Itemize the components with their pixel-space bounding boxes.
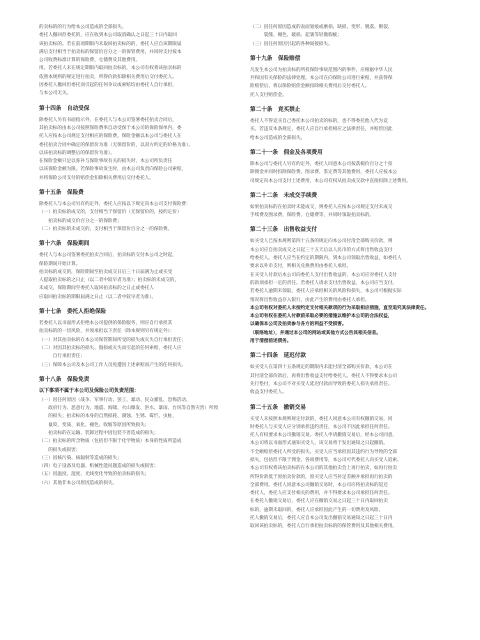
article-heading: 第二十一条 佣金及各项费用 [250, 149, 323, 156]
paragraph-line: 托人撤销交易后，委托人应自本公司发出撤销交易通知之日起三十日内 [250, 516, 393, 522]
paragraph-line: （六）其他非本公司原因造成的损失。 [39, 480, 118, 486]
paragraph-line: 如果拍卖标的在拍卖时未能成交，则委托人应按本公司规定支付未成交 [250, 204, 393, 210]
paragraph-line: 要求以外币支付，则相关兑换费用由委托人承担。 [250, 264, 352, 270]
bold-paragraph-line: （联络地址），并通过本公司的网站或其他方式公告其相关信息。 [250, 330, 381, 336]
paragraph-line: 共和国有关保险的法律处理。本公司在向保险公司进行索赔，并获得保 [250, 76, 393, 82]
paragraph-line: 若委托人逾期未领取，委托人应承担相关的风险和损失，本公司可根据实际 [250, 289, 402, 295]
paragraph-line: 先行垫付，本公司不对买受人延迟付款而导致的委托人损失承担责任。 [250, 381, 393, 387]
paragraph-line: 在委托人撤销交易后，委托人应在撤销交易之日起三十日内取回拍卖 [250, 499, 388, 505]
paragraph-line: 拍卖标的在运输、装卸过程中因包装不善造成的损失； [39, 430, 159, 436]
paragraph-line: 委托人撤回但委托的，应在收到本公司取消确认之日起三十日内取回 [39, 33, 177, 39]
paragraph-line: 托人支付赔偿金。 [250, 92, 287, 98]
paragraph-line: 的损失；拍卖标的本身的自然损耗、腐蚀、生锈、霉烂、虫蛀、 [39, 414, 177, 420]
paragraph-line: 因委托人撤回但委托而引起的任何争议或索赔均由委托人自行承担， [39, 83, 177, 89]
paragraph-line: 裂缝、褪色、破损、起皱等轻微瑕疵； [250, 33, 342, 39]
paragraph-line: 如买受人已按本规则第四十五条的规定向本公司付清全部购买价款，则 [250, 239, 393, 245]
article-heading: 第十五条 保险费 [39, 190, 84, 197]
paragraph-line: 本公司有权将该拍卖标的在本公司的其他拍卖会上再行拍卖，如再行拍卖 [250, 466, 398, 472]
article-heading: 第二十二条 未成交手续费 [250, 192, 318, 199]
paragraph-line: 未成交，保险期间至委托人取回拍卖标的之日止或委托人 [39, 286, 154, 292]
paragraph-line: 司规定向本公司支付上述费用，本公司有权从拍卖成交款中直接扣除上述费用。 [250, 178, 411, 184]
paragraph-line: （二）拍卖标的所含物质（包括但不限于化学物质）本身的性质所造成 [39, 439, 182, 445]
paragraph-line: 时委托人与买受人应分别承担违约责任，本公司不因此承担任何责任。 [250, 424, 393, 430]
paragraph-line: 人提取拍卖标的之日止（以二者中较早者为准）；拍卖标的未成交的， [39, 278, 180, 284]
paragraph-line: 在保险金额只足以弥补与保险事故有关的损失时，本公司所负责任 [39, 159, 173, 165]
paragraph-line: 本公司将以书面形式通知买受人，该交易将于发出通知之日起撤销。 [250, 441, 388, 447]
paragraph-line: 其付清全部价款后，再将出售收益支付给委托人。委托人不得要求本公司 [250, 373, 398, 379]
paragraph-line: 鼠咬、变质、氧化、褪色、收缩等原因所致损失； [39, 422, 150, 428]
paragraph-line: 委托人，委托人应支付相关的费用，并不得要求本公司承担任何责任。 [250, 491, 393, 497]
paragraph-line: 并将保险公司支付的赔偿金扣除相关费用后交付委托人。 [39, 175, 154, 181]
article-heading: 第十九条 保险赔偿 [250, 55, 301, 62]
paragraph-line: 的损失或损害； [39, 447, 81, 453]
paragraph-line: （一）对其拍卖标的在本公司保管期间所受的损失或灭失自行承担责任； [39, 337, 187, 343]
bold-paragraph-line: 本公司有权在委托人付款前采取必要的措施以维护本公司的合法权益， [250, 314, 393, 320]
paragraph-line: 托人有权要求本公司撤销交易。委托人申请撤销交易后，经本公司同意， [250, 433, 398, 439]
left-column [39, 24, 240, 488]
paragraph-line: 全部费用。委托人同意本公司撤销交易时，本公司应将拍卖标的返还 [250, 482, 388, 488]
article-heading: 第二十条 竞买禁止 [250, 107, 301, 114]
paragraph-line: 除本公司与委托人另有约定外，委托人同意本公司按落槌价百分之十扣 [250, 161, 393, 167]
paragraph-line: 的卖标的的行为给本公司造成的全部损失。 [39, 25, 127, 30]
paragraph-line: 的款项承担一定的责任。若委托人请求支付出售收益，本公司应当支付。 [250, 280, 398, 286]
article-heading: 第十四条 自动受保 [39, 105, 90, 112]
paragraph-line: 除委托人另有书面指示外，在委托人与本公司签署委托拍卖合同后， [39, 117, 177, 123]
paragraph-line: 其拍卖标的由本公司按照保险费率自动受保于本公司的保险保单内，委 [39, 125, 182, 131]
paragraph-line: （一）因任何原因（战争、军事行动、罢工、暴动、民众骚乱、恐怖活动、 [39, 397, 191, 403]
paragraph-line: 该拍卖标的。若在前项期限内未取回拍卖标的的，委托人应自该期限届 [39, 41, 182, 47]
right-column [250, 24, 451, 532]
article-heading: 第二十三条 出售收益支付 [250, 227, 318, 234]
paragraph-line: （三）因任何原因引起的各种间接损失。 [250, 41, 333, 47]
article-heading: 第十六条 保险期间 [39, 241, 90, 248]
paragraph-line: 自行承担责任； [39, 354, 85, 360]
paragraph-line: 公司收费标准计算的保险费、仓储费及其他费用。 [39, 58, 141, 64]
paragraph-line: 不全额赔偿委托人所受的损失。买受人应当承担因其违约行为导致的全部 [250, 449, 398, 455]
paragraph-line: 政府行为、恶意行为、地震、海啸、火山爆发、洪水、暴雨、台风等自然灾害）所致 [39, 406, 219, 412]
paragraph-line: 若委托人以书面形式拒绝本公司提供的保险服务，则应自行承担其 [39, 321, 173, 327]
article-heading: 第二十四条 延迟付款 [250, 353, 306, 360]
paragraph-line: 除佣金并同时扣除保险费、图录费、鉴定费等其他费用，委托人应按本公 [250, 170, 398, 176]
paragraph-line: 与本公司无关。 [39, 91, 72, 97]
paragraph-line: 情况将出售收益存入银行，由此产生的费用由委托人承担。 [250, 297, 370, 303]
paragraph-line: （三）因核污染、核辐射等造成的损失； [39, 455, 122, 461]
bold-paragraph-line: 以确保本公司及拍卖参与各方的利益不受损害。 [250, 322, 347, 328]
paragraph-line: （四）电子设备及电器、机械性能问题造成的损失或损害； [39, 464, 159, 470]
section-subheading: 以下事项不属于本公司及保险公司负责范围： [39, 387, 140, 394]
paragraph-line: 损失，包括但不限于佣金、各项费用等，本公司可代委托人向买受人追索。 [250, 457, 402, 463]
paragraph-line: 以该保险金额为限。若保险事故发生时，由本公司负责向保险公司索赔， [39, 167, 187, 173]
paragraph-line: 所得价款低于原拍卖价款的，原买受人应当补足差额并承担再行拍卖的 [250, 474, 393, 480]
paragraph-line: 本公司应自拍卖成交之日起三十五天后以人民币的方式将出售收益支付 [250, 247, 393, 253]
paragraph-line: （二）对因其拍卖标的损失、毁损或灭失而引起的任何索赔，委托人应 [39, 345, 182, 351]
paragraph-line: 给本公司造成的全部损失。 [250, 135, 306, 141]
paragraph-line: 收益支付委托人。 [250, 390, 287, 396]
paragraph-line: （五）因温度、湿度、光线变化导致的拍卖标的损失； [39, 472, 150, 478]
paragraph-line: 以该拍卖标的调整后的保留价为准）。 [39, 150, 115, 156]
paragraph-line: 买受人未按照本规则规定付款的，委托人同意本公司有权撤销交易，同 [250, 416, 393, 422]
paragraph-line: 应取回拍卖标的期限届满之日止（以二者中较早者为准）。 [39, 294, 157, 300]
paragraph-line: 除委托人与本公司另有约定外，委托人应按以下规定向本公司支付保险费： [39, 202, 191, 208]
paragraph-line: 标的，逾期未取回的，委托人应承担因此产生的一切费用及风险。 [250, 507, 384, 513]
paragraph-line: 拍卖标的的一切风险，并须承担以下责任（除本规则另有规定外）： [39, 329, 175, 335]
paragraph-line: 买。若违反本条规定，委托人应自行承担相应之法律责任，并赔偿因此 [250, 127, 393, 133]
paragraph-line: （二）因任何原因造成的表面划痕或磨损、缺损、变形、脱落、断裂、 [250, 25, 393, 30]
paragraph-line: 取回该拍卖标的，委托人自行承担拍卖标的的保管费用及其他相关费用。 [250, 524, 398, 530]
bold-paragraph-line: 用于清偿前述债务。 [250, 339, 292, 345]
paragraph-line: 用。若委托人未在规定期限内取回拍卖标的，本公司有权将该拍卖标的 [39, 66, 182, 72]
paragraph-line: 依照本规则的规定进行拍卖，所得价款扣除相关费用后交付委托人。 [39, 74, 177, 80]
paragraph-line: 如买受人在第四十五条规定的期限内未能付清全部购买价款，本公司在 [250, 365, 393, 371]
paragraph-line: 保险期间开始计算。 [39, 261, 81, 267]
paragraph-line: 在买受人付款后本公司向委托人支付出售收益的，本公司应对委托人支付 [250, 272, 398, 278]
paragraph-line: （二）拍卖标的未成交的，支付相当于保留价百分之一的保险费。 [39, 226, 173, 232]
paragraph-line: 手续费及图录费、保险费、仓储费等，并同时领取拍卖标的。 [250, 213, 375, 219]
paragraph-line: 委托人不得竞买自己委托本公司拍卖的标的，也不得委托他人代为竞 [250, 119, 388, 125]
paragraph-line: 给委托人。委托人应当在约定的期限内，到本公司领取出售收益，如委托人 [250, 256, 402, 262]
paragraph-line: 托人应按本公司规定支付相应的保险费。保险金额以本公司与委托人在 [39, 134, 182, 140]
article-heading: 第十七条 委托人拒绝保险 [39, 309, 107, 316]
paragraph-line: 委托人与本公司签署委托拍卖合同后，拍卖标的交付本公司之时起， [39, 253, 177, 259]
bold-paragraph-line: 本公司有权对委托人未按约定支付相关款项的行为采取相应措施，直至追究其法律责任。 [250, 305, 430, 311]
article-heading: 第二十五条 撤销交易 [250, 404, 306, 411]
paragraph-line: 凡发生本公司为拍卖标的所投保险事故范围内的事件，应根据中华人民 [250, 67, 393, 73]
paragraph-line: （一）拍卖标的成交的，支付相当于保留价（无保留价的，按约定价） [39, 210, 182, 216]
paragraph-line: 险赔偿后，将以保险赔偿金额扣除相关费用后交付委托人。 [250, 84, 370, 90]
paragraph-line: 委托拍卖合同中确定的保留价为准（无保留价的，以双方约定的价格为准）。 [39, 142, 193, 148]
paragraph-line: 满后支付相当于拍卖标的保留价百分之一的保管费用，并同时支付按本 [39, 49, 182, 55]
paragraph-line: 拍卖标的成交的，保险期间至拍卖成交日后三十日届满为止或买受 [39, 269, 173, 275]
paragraph-line: （三）保障本公司及本公司工作人员免遭因上述索赔而产生的任何损失。 [39, 362, 187, 368]
article-heading: 第十八条 保险免责 [39, 376, 90, 383]
paragraph-line: 拍卖标的成交价百分之一的保险费； [39, 218, 122, 224]
